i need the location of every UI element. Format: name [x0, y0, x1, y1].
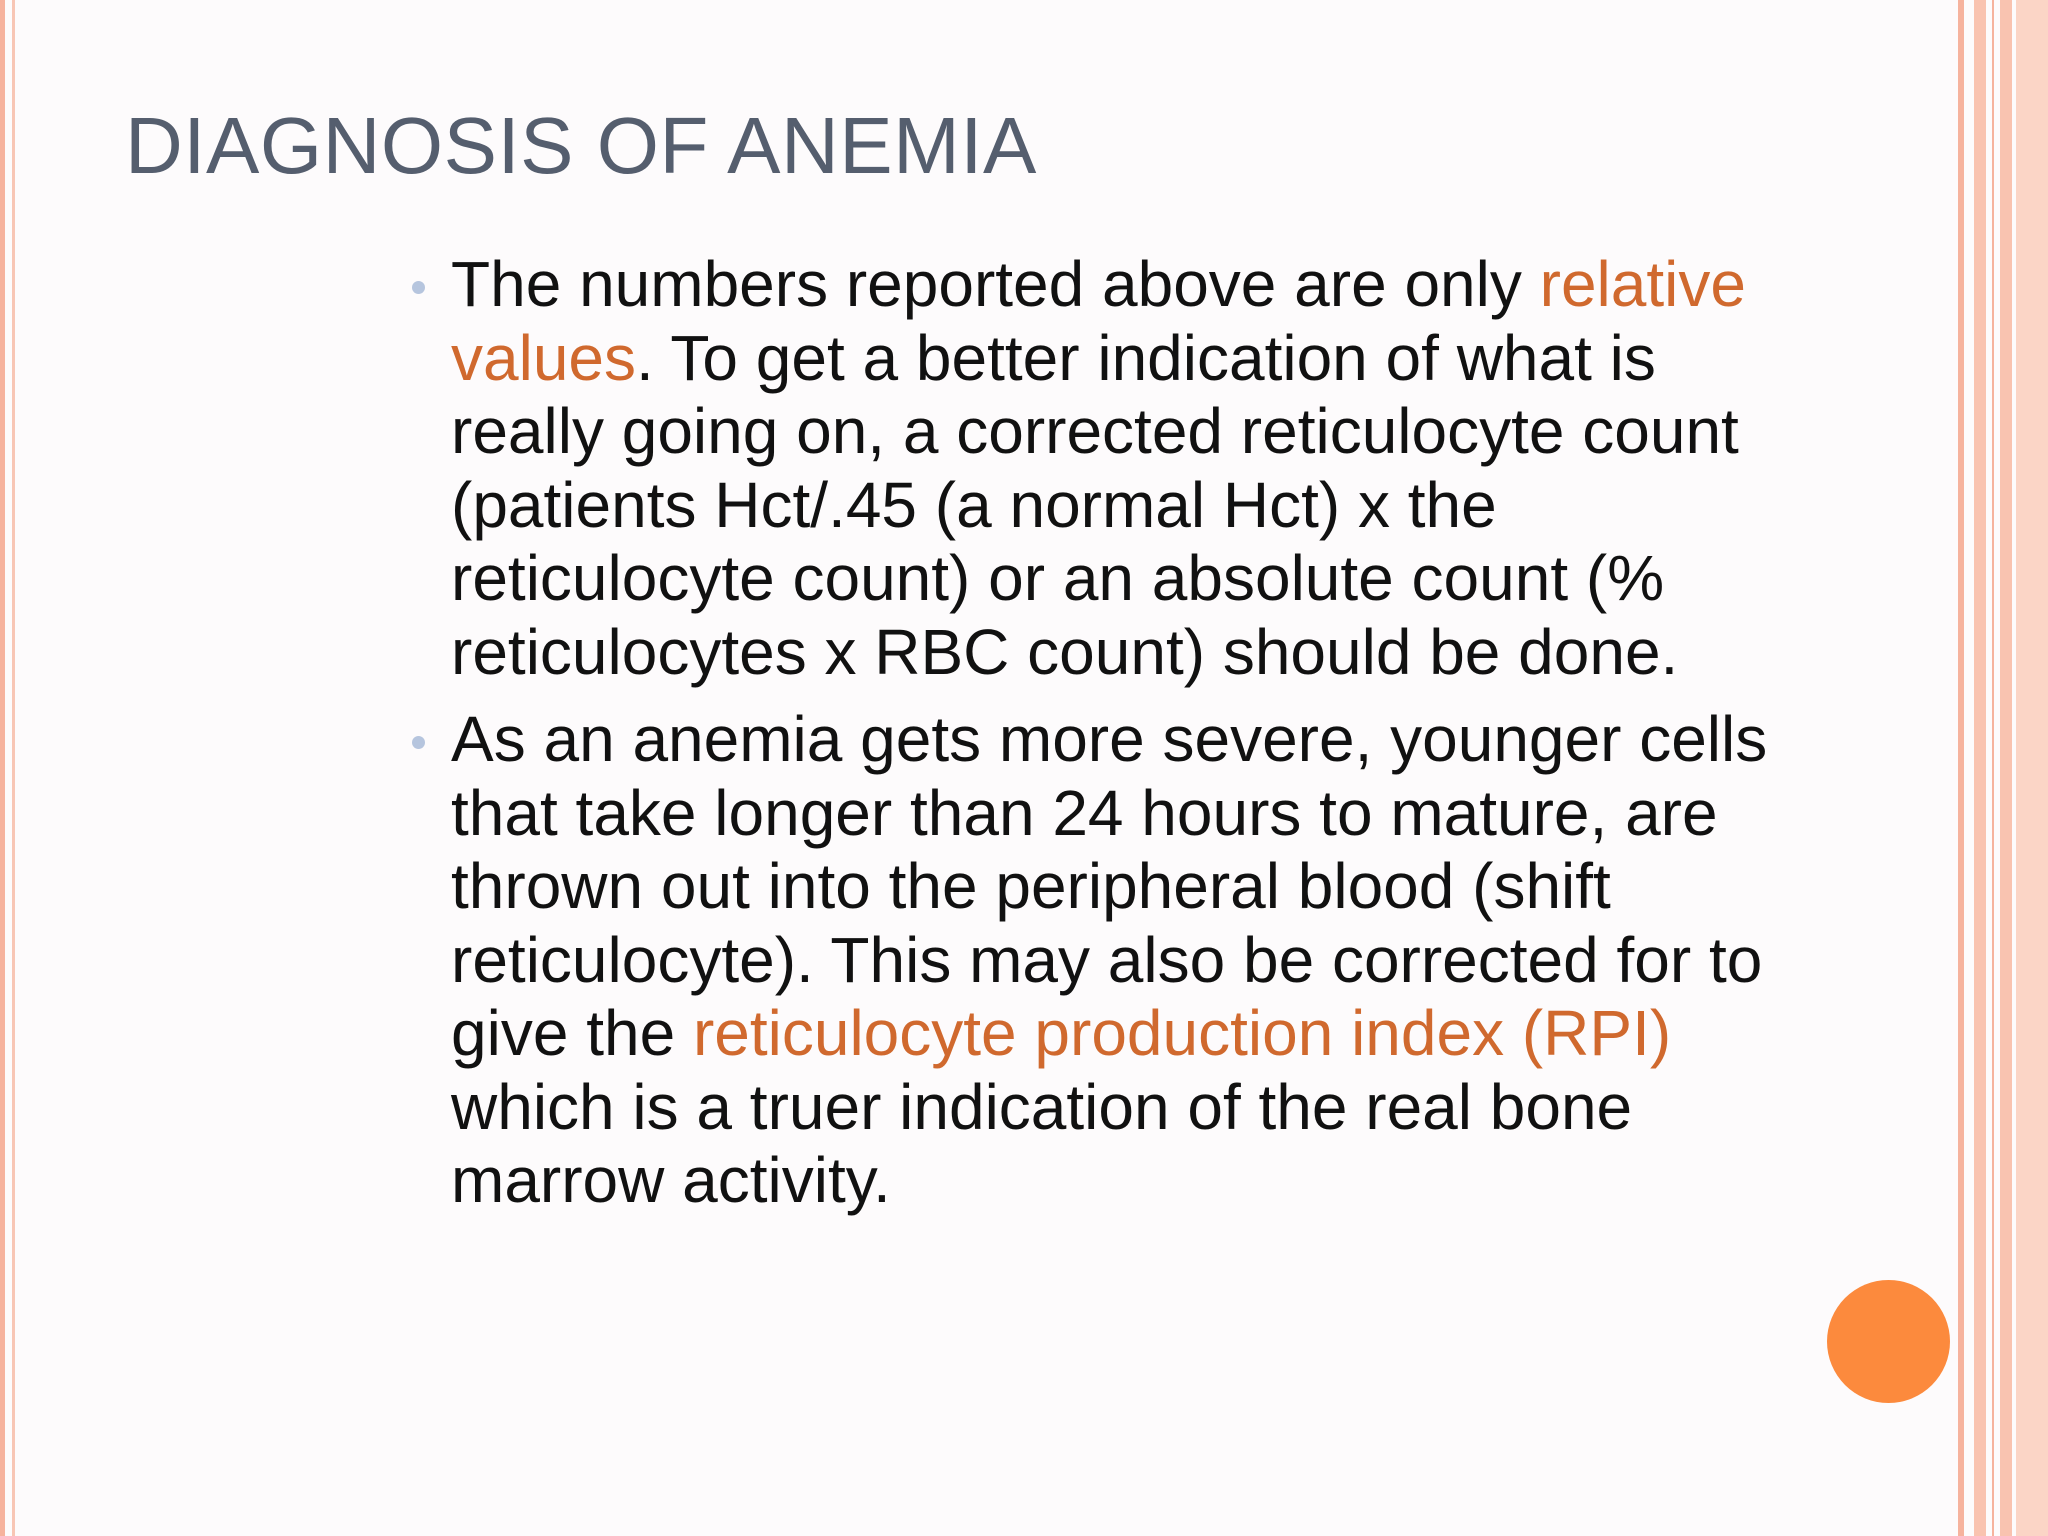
highlighted-term: relative values	[451, 248, 1746, 394]
right-border-stripe	[1974, 0, 1986, 1536]
decorative-circle	[1827, 1280, 1950, 1403]
left-border-stripe-inner	[12, 0, 15, 1536]
bullet-item	[410, 248, 1780, 689]
bullet-dot-icon	[412, 736, 425, 749]
right-border-stripe	[2016, 0, 2048, 1536]
bullet-dot-icon	[412, 281, 425, 294]
bullet-item	[410, 703, 1780, 1218]
bullet-list	[410, 248, 1780, 1232]
right-border-stripe	[1992, 0, 1994, 1536]
bullet-text: which is a truer indication of the real bone marrow activity.	[451, 1070, 1633, 1216]
right-border-stripe	[2000, 0, 2012, 1536]
bullet-text: . To get a better indication of what is really going on, a corrected reticulocyte count (patients Hct/.45 (a normal Hct) x the reticulocyte count) or an absolute count (% reticulocytes x RBC count) should be done.	[451, 321, 1739, 688]
slide-title: DIAGNOSIS OF ANEMIA	[125, 101, 1037, 190]
highlighted-term: reticulocyte production index (RPI)	[692, 997, 1672, 1069]
bullet-text: As an anemia gets more severe, younger cells that take longer than 24 hours to mature, are thrown out into the peripheral blood (shift reticulocyte). This may also be corrected for to give the	[451, 703, 1768, 1069]
left-border-stripe	[0, 0, 5, 1536]
bullet-text: The numbers reported above are only	[451, 248, 1540, 320]
right-border-stripe	[1958, 0, 1964, 1536]
